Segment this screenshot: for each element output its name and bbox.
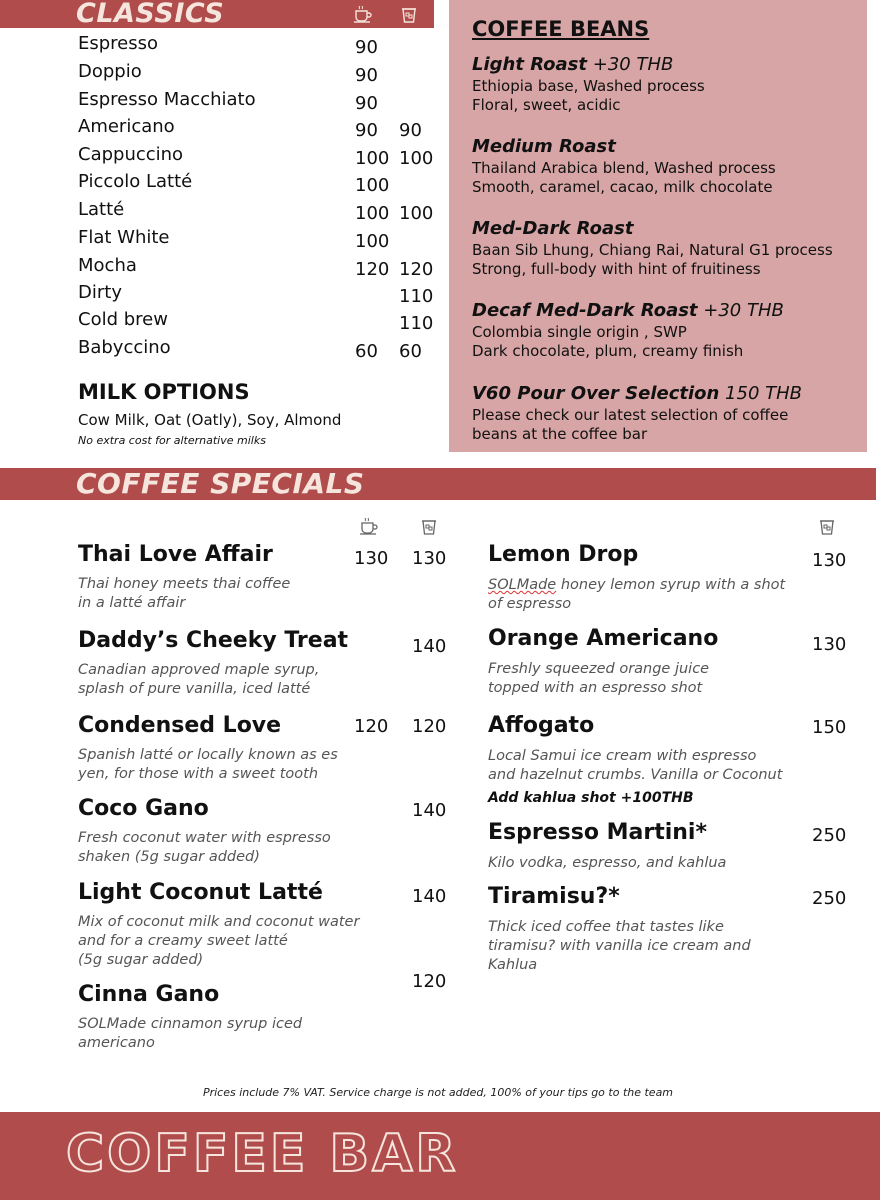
bean-name [472,218,633,239]
classics-item-iced-price: 110 [399,286,434,307]
special-description: SOLMade cinnamon syrup iced [78,1016,303,1032]
special-description: americano [78,1035,155,1051]
footer-note: Prices include 7% VAT. Service charge is not added, 100% of your tips go to the team [202,1086,674,1099]
classics-item-iced-price: 120 [399,259,434,280]
special-description: yen, for those with a sweet tooth [78,766,319,782]
special-name: Tiramisu?* [488,884,620,909]
special-description: splash of pure vanilla, iced latté [78,681,311,697]
classics-item-name: Americano [78,116,175,137]
special-hot-price: 130 [354,548,389,569]
classics-item-hot-price: 90 [355,37,378,58]
classics-item-iced-price: 90 [399,120,422,141]
bean-name-text: V60 Pour Over Selection [472,383,720,404]
coffee-specials-title: COFFEE SPECIALS [76,467,365,500]
special-hot-price: 120 [354,716,389,737]
special-description: Kilo vodka, espresso, and kahlua [488,855,727,871]
classics-item-name: Babyccino [78,337,171,358]
special-iced-price: 120 [412,971,447,992]
special-description: and hazelnut crumbs. Vanilla or Coconut [488,767,783,783]
special-addon: Add kahlua shot +100THB [488,790,694,806]
classics-item-iced-price: 100 [399,203,434,224]
classics-item-hot-price: 90 [355,93,378,114]
classics-item-name: Dirty [78,282,122,303]
bean-tasting-notes: beans at the coffee bar [472,425,648,443]
bean-origin: Please check our latest selection of coffee [472,406,789,424]
bean-tasting-notes: Strong, full-body with hint of fruitiness [472,260,761,278]
classics-item-hot-price: 90 [355,65,378,86]
special-description: Thick iced coffee that tastes like [488,919,724,935]
classics-item-hot-price: 120 [355,259,390,280]
bean-name [472,54,673,75]
special-iced-price: 140 [412,886,447,907]
classics-item-iced-price: 60 [399,341,422,362]
classics-item-hot-price: 90 [355,120,378,141]
special-description: topped with an espresso shot [488,680,703,696]
bean-tasting-notes: Floral, sweet, acidic [472,96,621,114]
special-description [488,575,785,595]
brand-word: SOLMade [488,577,557,593]
classics-item-hot-price: 100 [355,203,390,224]
special-description: and for a creamy sweet latté [78,933,288,949]
special-description: Kahlua [488,957,538,973]
special-iced-price: 130 [412,548,447,569]
special-iced-price: 250 [812,825,847,846]
bean-origin: Thailand Arabica blend, Washed process [472,159,776,177]
special-name: Light Coconut Latté [78,880,323,905]
special-name: Condensed Love [78,713,282,738]
special-description: Local Samui ice cream with espresso [488,748,757,764]
classics-item-hot-price: 100 [355,175,390,196]
classics-item-name: Piccolo Latté [78,171,193,192]
classics-item-hot-price: 100 [355,148,390,169]
special-description: Fresh coconut water with espresso [78,830,331,846]
iced-cup-icon [818,515,836,537]
bean-name [472,136,616,157]
special-iced-price: 130 [812,550,847,571]
bean-origin: Ethiopia base, Washed process [472,77,705,95]
special-iced-price: 140 [412,800,447,821]
special-name: Daddy’s Cheeky Treat [78,628,349,653]
bean-tasting-notes: Dark chocolate, plum, creamy finish [472,342,744,360]
special-name: Coco Gano [78,796,209,821]
special-description: shaken (5g sugar added) [78,849,260,865]
milk-options-title: MILK OPTIONS [78,380,250,404]
hot-cup-icon [358,516,380,536]
bean-origin: Baan Sib Lhung, Chiang Rai, Natural G1 process [472,241,833,259]
special-name: Espresso Martini* [488,820,707,845]
milk-options-list: Cow Milk, Oat (Oatly), Soy, Almond [78,411,342,429]
special-description: Mix of coconut milk and coconut water [78,914,360,930]
special-description: tiramisu? with vanilla ice cream and [488,938,751,954]
bean-name-text: Light Roast [472,54,588,75]
classics-item-iced-price: 100 [399,148,434,169]
special-name: Cinna Gano [78,982,220,1007]
special-description: of espresso [488,596,572,612]
special-name: Thai Love Affair [78,542,273,567]
bean-tasting-notes: Smooth, caramel, cacao, milk chocolate [472,178,773,196]
special-description: Freshly squeezed orange juice [488,661,710,677]
classics-item-name: Latté [78,199,125,220]
special-name: Affogato [488,713,595,738]
special-iced-price: 150 [812,717,847,738]
special-description: in a latté affair [78,595,186,611]
classics-item-iced-price: 110 [399,313,434,334]
classics-title: CLASSICS [76,0,225,29]
bean-extra-price: +30 THB [587,54,674,75]
bean-name [472,383,802,404]
coffee-bar-logo: COFFEE BAR [66,1124,459,1184]
bean-name-text: Decaf Med-Dark Roast [472,300,698,321]
special-iced-price: 130 [812,634,847,655]
iced-cup-icon [420,515,438,537]
special-description: Canadian approved maple syrup, [78,662,320,678]
iced-cup-icon [400,3,418,25]
classics-item-name: Espresso [78,33,159,54]
description-text: honey lemon syrup with a shot [556,577,786,593]
special-name: Orange Americano [488,626,719,651]
special-description: Spanish latté or locally known as es [78,747,338,763]
classics-item-name: Cold brew [78,309,168,330]
classics-item-name: Cappuccino [78,144,184,165]
classics-item-hot-price: 100 [355,231,390,252]
special-description: Thai honey meets thai coffee [78,576,291,592]
special-iced-price: 140 [412,636,447,657]
bean-name [472,300,784,321]
coffee-beans-title: COFFEE BEANS [472,17,650,41]
special-iced-price: 120 [412,716,447,737]
classics-item-name: Mocha [78,255,137,276]
hot-cup-icon [352,4,374,24]
milk-options-note: No extra cost for alternative milks [78,434,266,447]
special-iced-price: 250 [812,888,847,909]
classics-item-hot-price: 60 [355,341,378,362]
bean-extra-price: +30 THB [697,300,784,321]
special-name: Lemon Drop [488,542,639,567]
bean-name-text: Med-Dark Roast [472,218,634,239]
classics-item-name: Espresso Macchiato [78,89,256,110]
bean-extra-price: 150 THB [719,383,803,404]
bean-name-text: Medium Roast [472,136,616,157]
bean-origin: Colombia single origin , SWP [472,323,687,341]
classics-item-name: Flat White [78,227,170,248]
special-description: (5g sugar added) [78,952,204,968]
classics-item-name: Doppio [78,61,142,82]
